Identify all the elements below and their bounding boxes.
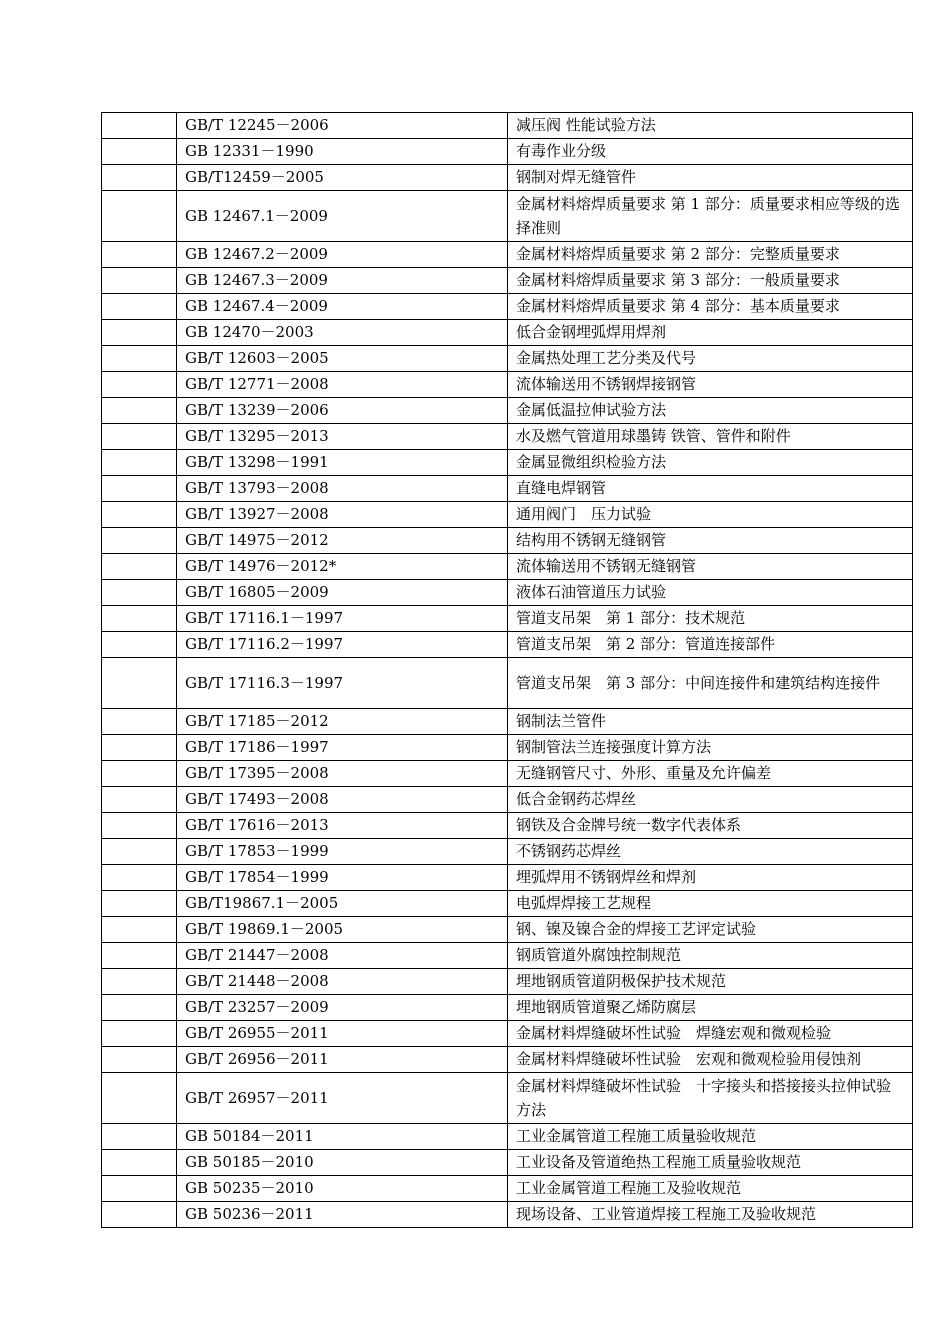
table-row bbox=[102, 606, 913, 632]
blank-cell bbox=[102, 917, 177, 943]
standard-code: GB/T 12771－2008 bbox=[177, 372, 508, 398]
blank-cell bbox=[102, 242, 177, 268]
standard-title: 埋地钢质管道阴极保护技术规范 bbox=[508, 969, 913, 995]
standard-code: GB/T 12603－2005 bbox=[177, 346, 508, 372]
standard-title: 液体石油管道压力试验 bbox=[508, 580, 913, 606]
standard-code: GB/T 26957－2011 bbox=[177, 1073, 508, 1124]
standard-title: 钢质管道外腐蚀控制规范 bbox=[508, 943, 913, 969]
standard-code: GB/T 17853－1999 bbox=[177, 839, 508, 865]
standard-title: 金属热处理工艺分类及代号 bbox=[508, 346, 913, 372]
table-row bbox=[102, 709, 913, 735]
table-row bbox=[102, 1150, 913, 1176]
blank-cell bbox=[102, 191, 177, 242]
blank-cell bbox=[102, 1047, 177, 1073]
standard-code: GB/T 19869.1－2005 bbox=[177, 917, 508, 943]
table-row bbox=[102, 528, 913, 554]
table-row bbox=[102, 346, 913, 372]
standard-code: GB 12467.4－2009 bbox=[177, 294, 508, 320]
table-row bbox=[102, 839, 913, 865]
table-row bbox=[102, 1073, 913, 1124]
table-row bbox=[102, 1202, 913, 1228]
blank-cell bbox=[102, 606, 177, 632]
standard-title: 工业金属管道工程施工质量验收规范 bbox=[508, 1124, 913, 1150]
blank-cell bbox=[102, 1124, 177, 1150]
blank-cell bbox=[102, 372, 177, 398]
standard-title: 金属材料焊缝破坏性试验 焊缝宏观和微观检验 bbox=[508, 1021, 913, 1047]
blank-cell bbox=[102, 1176, 177, 1202]
table-row bbox=[102, 476, 913, 502]
blank-cell bbox=[102, 1021, 177, 1047]
table-row bbox=[102, 632, 913, 658]
standard-title: 钢制对焊无缝管件 bbox=[508, 165, 913, 191]
standard-title: 低合金钢埋弧焊用焊剂 bbox=[508, 320, 913, 346]
standard-title: 低合金钢药芯焊丝 bbox=[508, 787, 913, 813]
standard-title: 工业设备及管道绝热工程施工质量验收规范 bbox=[508, 1150, 913, 1176]
table-row bbox=[102, 865, 913, 891]
standard-title: 金属材料焊缝破坏性试验 十字接头和搭接接头拉伸试验方法 bbox=[508, 1073, 913, 1124]
table-row bbox=[102, 113, 913, 139]
standard-code: GB/T 12245－2006 bbox=[177, 113, 508, 139]
table-row bbox=[102, 268, 913, 294]
table-row bbox=[102, 943, 913, 969]
standard-title: 埋弧焊用不锈钢焊丝和焊剂 bbox=[508, 865, 913, 891]
standard-title: 金属显微组织检验方法 bbox=[508, 450, 913, 476]
standard-title: 金属材料熔焊质量要求 第 2 部分：完整质量要求 bbox=[508, 242, 913, 268]
table-row bbox=[102, 502, 913, 528]
blank-cell bbox=[102, 398, 177, 424]
blank-cell bbox=[102, 346, 177, 372]
standard-code: GB/T 13239－2006 bbox=[177, 398, 508, 424]
blank-cell bbox=[102, 813, 177, 839]
blank-cell bbox=[102, 865, 177, 891]
standard-code: GB/T 16805－2009 bbox=[177, 580, 508, 606]
table-row bbox=[102, 372, 913, 398]
standard-title: 钢铁及合金牌号统一数字代表体系 bbox=[508, 813, 913, 839]
table-row bbox=[102, 424, 913, 450]
blank-cell bbox=[102, 476, 177, 502]
table-row bbox=[102, 1124, 913, 1150]
table-row bbox=[102, 787, 913, 813]
standard-code: GB 12470－2003 bbox=[177, 320, 508, 346]
table-row bbox=[102, 242, 913, 268]
standard-code: GB/T 21447－2008 bbox=[177, 943, 508, 969]
blank-cell bbox=[102, 165, 177, 191]
standard-title: 管道支吊架 第 1 部分：技术规范 bbox=[508, 606, 913, 632]
standard-title: 金属材料焊缝破坏性试验 宏观和微观检验用侵蚀剂 bbox=[508, 1047, 913, 1073]
blank-cell bbox=[102, 891, 177, 917]
blank-cell bbox=[102, 787, 177, 813]
standard-code: GB/T 26956－2011 bbox=[177, 1047, 508, 1073]
standard-title: 钢、镍及镍合金的焊接工艺评定试验 bbox=[508, 917, 913, 943]
table-row bbox=[102, 891, 913, 917]
standards-table-body bbox=[102, 113, 913, 1228]
standard-title: 流体输送用不锈钢焊接钢管 bbox=[508, 372, 913, 398]
table-row bbox=[102, 580, 913, 606]
standard-title: 流体输送用不锈钢无缝钢管 bbox=[508, 554, 913, 580]
standard-title: 无缝钢管尺寸、外形、重量及允许偏差 bbox=[508, 761, 913, 787]
standard-title: 电弧焊焊接工艺规程 bbox=[508, 891, 913, 917]
standard-code: GB/T 13298－1991 bbox=[177, 450, 508, 476]
blank-cell bbox=[102, 1150, 177, 1176]
blank-cell bbox=[102, 839, 177, 865]
standard-title: 金属材料熔焊质量要求 第 3 部分：一般质量要求 bbox=[508, 268, 913, 294]
table-row bbox=[102, 735, 913, 761]
standard-title: 金属材料熔焊质量要求 第 4 部分：基本质量要求 bbox=[508, 294, 913, 320]
standard-code: GB 12467.3－2009 bbox=[177, 268, 508, 294]
table-row bbox=[102, 813, 913, 839]
table-row bbox=[102, 658, 913, 709]
standard-code: GB/T 17116.1－1997 bbox=[177, 606, 508, 632]
standard-title: 管道支吊架 第 3 部分：中间连接件和建筑结构连接件 bbox=[508, 658, 913, 709]
standard-code: GB 50235－2010 bbox=[177, 1176, 508, 1202]
standard-title: 钢制法兰管件 bbox=[508, 709, 913, 735]
standard-title: 减压阀 性能试验方法 bbox=[508, 113, 913, 139]
table-row bbox=[102, 917, 913, 943]
standard-code: GB/T 14976－2012* bbox=[177, 554, 508, 580]
standard-title: 水及燃气管道用球墨铸 铁管、管件和附件 bbox=[508, 424, 913, 450]
standard-title: 金属低温拉伸试验方法 bbox=[508, 398, 913, 424]
table-row bbox=[102, 969, 913, 995]
standard-code: GB/T 17616－2013 bbox=[177, 813, 508, 839]
blank-cell bbox=[102, 450, 177, 476]
standard-code: GB/T 13927－2008 bbox=[177, 502, 508, 528]
standard-code: GB 50185－2010 bbox=[177, 1150, 508, 1176]
standard-code: GB 50236－2011 bbox=[177, 1202, 508, 1228]
blank-cell bbox=[102, 528, 177, 554]
standard-code: GB/T 17116.2－1997 bbox=[177, 632, 508, 658]
standard-title: 现场设备、工业管道焊接工程施工及验收规范 bbox=[508, 1202, 913, 1228]
standard-code: GB/T12459－2005 bbox=[177, 165, 508, 191]
blank-cell bbox=[102, 735, 177, 761]
standard-code: GB/T 13793－2008 bbox=[177, 476, 508, 502]
blank-cell bbox=[102, 632, 177, 658]
standard-code: GB/T 17493－2008 bbox=[177, 787, 508, 813]
standard-code: GB/T19867.1－2005 bbox=[177, 891, 508, 917]
standard-code: GB/T 17116.3－1997 bbox=[177, 658, 508, 709]
table-row bbox=[102, 1047, 913, 1073]
standard-title: 管道支吊架 第 2 部分：管道连接部件 bbox=[508, 632, 913, 658]
blank-cell bbox=[102, 268, 177, 294]
standard-title: 金属材料熔焊质量要求 第 1 部分：质量要求相应等级的选择准则 bbox=[508, 191, 913, 242]
table-row bbox=[102, 139, 913, 165]
table-row bbox=[102, 320, 913, 346]
table-row bbox=[102, 1021, 913, 1047]
standard-code: GB/T 26955－2011 bbox=[177, 1021, 508, 1047]
table-row bbox=[102, 165, 913, 191]
standard-title: 工业金属管道工程施工及验收规范 bbox=[508, 1176, 913, 1202]
standard-code: GB/T 17185－2012 bbox=[177, 709, 508, 735]
standard-title: 有毒作业分级 bbox=[508, 139, 913, 165]
blank-cell bbox=[102, 995, 177, 1021]
blank-cell bbox=[102, 1073, 177, 1124]
table-row bbox=[102, 450, 913, 476]
standard-code: GB 50184－2011 bbox=[177, 1124, 508, 1150]
standard-title: 通用阀门 压力试验 bbox=[508, 502, 913, 528]
blank-cell bbox=[102, 554, 177, 580]
blank-cell bbox=[102, 969, 177, 995]
table-row bbox=[102, 294, 913, 320]
table-row bbox=[102, 398, 913, 424]
blank-cell bbox=[102, 320, 177, 346]
standard-code: GB/T 23257－2009 bbox=[177, 995, 508, 1021]
blank-cell bbox=[102, 424, 177, 450]
standard-title: 不锈钢药芯焊丝 bbox=[508, 839, 913, 865]
blank-cell bbox=[102, 113, 177, 139]
blank-cell bbox=[102, 709, 177, 735]
standard-title: 钢制管法兰连接强度计算方法 bbox=[508, 735, 913, 761]
standards-table bbox=[101, 112, 913, 1228]
standard-code: GB/T 17186－1997 bbox=[177, 735, 508, 761]
standard-code: GB/T 21448－2008 bbox=[177, 969, 508, 995]
standard-code: GB 12331－1990 bbox=[177, 139, 508, 165]
standard-code: GB 12467.1－2009 bbox=[177, 191, 508, 242]
standard-title: 埋地钢质管道聚乙烯防腐层 bbox=[508, 995, 913, 1021]
table-row bbox=[102, 554, 913, 580]
blank-cell bbox=[102, 943, 177, 969]
blank-cell bbox=[102, 294, 177, 320]
table-row bbox=[102, 995, 913, 1021]
table-row bbox=[102, 191, 913, 242]
standard-code: GB/T 17395－2008 bbox=[177, 761, 508, 787]
standard-code: GB 12467.2－2009 bbox=[177, 242, 508, 268]
blank-cell bbox=[102, 1202, 177, 1228]
blank-cell bbox=[102, 580, 177, 606]
standard-title: 结构用不锈钢无缝钢管 bbox=[508, 528, 913, 554]
blank-cell bbox=[102, 502, 177, 528]
blank-cell bbox=[102, 139, 177, 165]
blank-cell bbox=[102, 761, 177, 787]
standard-title: 直缝电焊钢管 bbox=[508, 476, 913, 502]
standard-code: GB/T 13295－2013 bbox=[177, 424, 508, 450]
table-row bbox=[102, 1176, 913, 1202]
standard-code: GB/T 17854－1999 bbox=[177, 865, 508, 891]
blank-cell bbox=[102, 658, 177, 709]
standard-code: GB/T 14975－2012 bbox=[177, 528, 508, 554]
table-row bbox=[102, 761, 913, 787]
